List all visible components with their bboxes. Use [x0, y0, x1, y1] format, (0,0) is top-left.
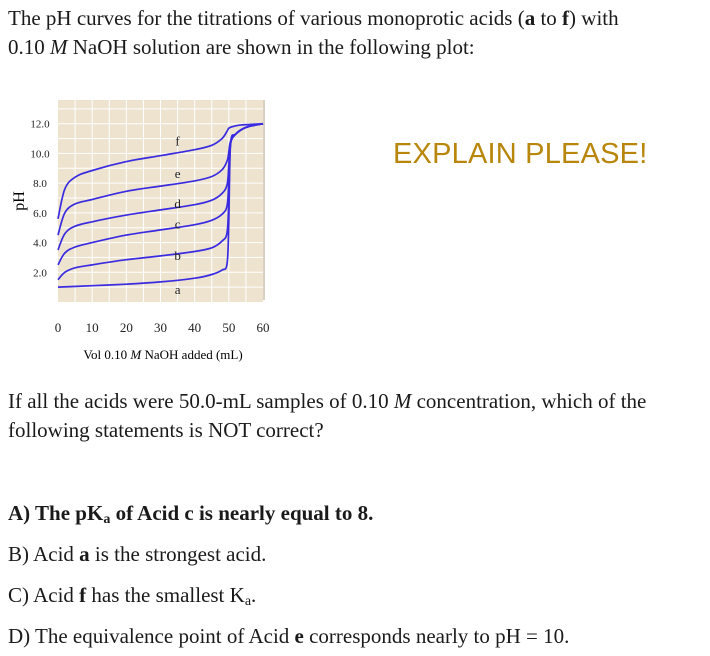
y-tick-label: 8.0 [33, 178, 47, 191]
curve-label-e: e [174, 166, 181, 182]
x-tick-label: 60 [256, 320, 270, 335]
curve-label-d: d [174, 195, 181, 211]
option-c[interactable] [8, 582, 256, 615]
question-text-part: If all the acids were 50.0-mL samples of 0.10 [8, 389, 394, 413]
titration-chart-svg [0, 100, 300, 370]
acid-label: a [79, 542, 90, 566]
intro-text-part: ) with [569, 6, 619, 30]
explain-callout: EXPLAIN PLEASE! [393, 138, 648, 170]
option-text: is the strongest acid. [89, 542, 267, 566]
curve-label-a: a [174, 282, 181, 298]
option-text: of Acid c is nearly equal to 8. [110, 501, 374, 525]
acid-label: f [79, 583, 87, 607]
molar-symbol: M [393, 389, 412, 413]
x-tick-label: 30 [154, 320, 167, 335]
y-tick-label: 10.0 [30, 148, 50, 161]
intro-text-part: The pH curves for the titrations of various monoprotic acids ( [8, 6, 525, 30]
curve-label-f: f [175, 133, 180, 149]
x-tick-label: 50 [222, 320, 236, 335]
x-axis-label [83, 347, 242, 362]
intro-text-part: to [535, 6, 563, 30]
acid-label: e [294, 624, 304, 648]
option-subscript: a [103, 512, 111, 527]
option-text: B) Acid [8, 542, 80, 566]
curve-label-b: b [174, 247, 181, 263]
intro-text-part: 0.10 [8, 35, 50, 59]
x-tick-label: 20 [119, 320, 133, 335]
option-text: has the smallest K [86, 583, 245, 607]
option-text: . [251, 583, 257, 607]
acid-a-ref: a [524, 6, 536, 30]
intro-text [8, 4, 698, 62]
intro-line-2 [8, 33, 698, 62]
molar-symbol: M [50, 35, 68, 59]
y-tick-label: 2.0 [33, 267, 47, 280]
titration-chart [0, 100, 300, 370]
x-axis-label-part: NaOH added (mL) [141, 347, 243, 362]
y-tick-label: 4.0 [33, 237, 47, 250]
y-axis-label: pH [11, 191, 28, 211]
x-tick-label: 40 [188, 320, 202, 335]
option-b[interactable] [8, 541, 266, 567]
curve-label-c: c [174, 216, 181, 232]
option-a[interactable] [8, 500, 373, 533]
option-text: D) The equivalence point of Acid [8, 624, 295, 648]
y-tick-labels [30, 119, 50, 280]
x-tick-label: 0 [54, 320, 62, 335]
x-tick-labels [55, 320, 270, 335]
x-tick-label: 10 [85, 320, 99, 335]
x-axis-label-molar: M [130, 347, 142, 362]
question-text-part: concentration, which of the following statements is NOT correct? [8, 389, 647, 442]
option-d[interactable] [8, 623, 569, 649]
intro-text-part: NaOH solution are shown in the following plot: [67, 35, 475, 59]
y-tick-label: 6.0 [33, 207, 47, 220]
option-text: corresponds nearly to pH = 10. [303, 624, 570, 648]
x-axis-label-part: Vol 0.10 [83, 347, 131, 362]
y-tick-label: 12.0 [30, 118, 50, 131]
intro-line-1 [8, 4, 698, 33]
option-text: A) The pK [8, 501, 104, 525]
option-text: C) Acid [8, 583, 80, 607]
option-subscript: a [244, 594, 252, 609]
question-text [8, 387, 708, 445]
acid-f-ref: f [562, 6, 570, 30]
